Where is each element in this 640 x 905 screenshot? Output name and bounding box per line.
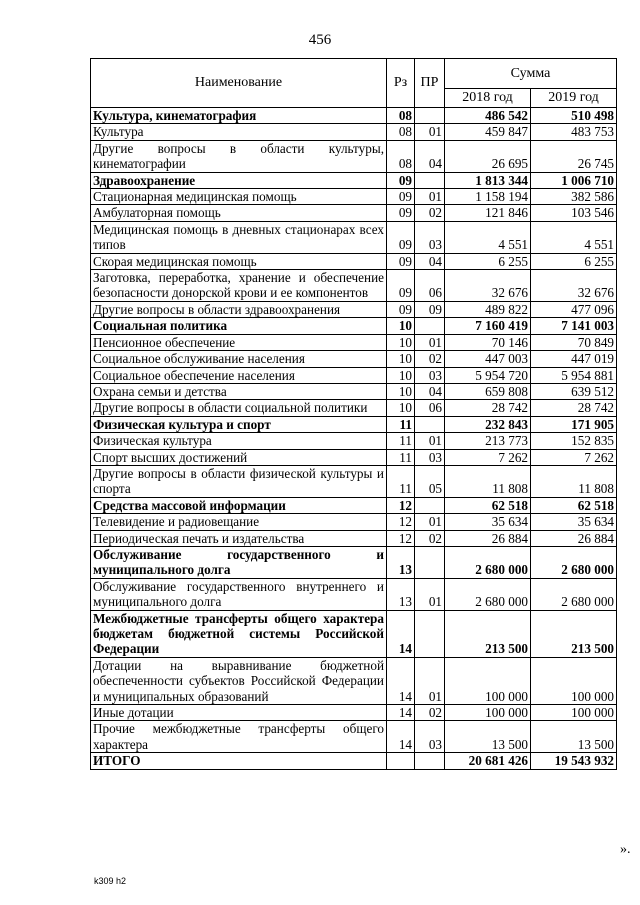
row-value-2019: 2 680 000 xyxy=(531,578,617,610)
row-name: Социальное обеспечение населения xyxy=(91,367,387,383)
row-name: Другие вопросы в области социальной политики xyxy=(91,400,387,416)
row-value-2018: 213 773 xyxy=(445,433,531,449)
row-rz: 11 xyxy=(387,465,415,497)
row-rz: 10 xyxy=(387,400,415,416)
row-pr: 04 xyxy=(415,140,445,172)
row-value-2018: 26 695 xyxy=(445,140,531,172)
row-name: Телевидение и радиовещание xyxy=(91,514,387,530)
row-value-2018: 26 884 xyxy=(445,530,531,546)
header-sum: Сумма xyxy=(445,59,617,89)
row-name: Спорт высших достижений xyxy=(91,449,387,465)
row-pr: 01 xyxy=(415,334,445,350)
row-name: Физическая культура xyxy=(91,433,387,449)
row-value-2018: 70 146 xyxy=(445,334,531,350)
row-rz: 10 xyxy=(387,334,415,350)
row-pr xyxy=(415,610,445,657)
row-rz: 12 xyxy=(387,530,415,546)
row-value-2018: 11 808 xyxy=(445,465,531,497)
table-row xyxy=(91,124,617,140)
table-row xyxy=(91,721,617,753)
table-row xyxy=(91,351,617,367)
row-value-2018: 121 846 xyxy=(445,205,531,221)
table-row xyxy=(91,140,617,172)
row-value-2019: 100 000 xyxy=(531,657,617,704)
row-name: Пенсионное обеспечение xyxy=(91,334,387,350)
row-rz: 08 xyxy=(387,140,415,172)
row-pr: 03 xyxy=(415,367,445,383)
row-pr: 06 xyxy=(415,400,445,416)
row-rz: 14 xyxy=(387,721,415,753)
table-row xyxy=(91,449,617,465)
header-name: Наименование xyxy=(91,59,387,108)
row-name: Скорая медицинская помощь xyxy=(91,253,387,269)
row-name: Социальная политика xyxy=(91,318,387,334)
row-name: Периодическая печать и издательства xyxy=(91,530,387,546)
row-rz: 13 xyxy=(387,578,415,610)
row-value-2018: 28 742 xyxy=(445,400,531,416)
row-value-2019: 100 000 xyxy=(531,705,617,721)
row-rz: 10 xyxy=(387,318,415,334)
row-value-2018: 100 000 xyxy=(445,657,531,704)
row-pr: 02 xyxy=(415,705,445,721)
table-row xyxy=(91,433,617,449)
row-value-2019: 152 835 xyxy=(531,433,617,449)
row-rz: 14 xyxy=(387,705,415,721)
table-row xyxy=(91,497,617,513)
row-pr xyxy=(415,318,445,334)
table-row xyxy=(91,514,617,530)
row-value-2018: 489 822 xyxy=(445,301,531,317)
row-value-2019: 6 255 xyxy=(531,253,617,269)
row-value-2019: 7 262 xyxy=(531,449,617,465)
row-value-2019: 26 884 xyxy=(531,530,617,546)
table-row xyxy=(91,301,617,317)
total-2018: 20 681 426 xyxy=(445,753,531,769)
table-row xyxy=(91,705,617,721)
row-value-2018: 35 634 xyxy=(445,514,531,530)
row-value-2018: 213 500 xyxy=(445,610,531,657)
row-value-2018: 459 847 xyxy=(445,124,531,140)
row-name: Средства массовой информации xyxy=(91,497,387,513)
row-value-2019: 103 546 xyxy=(531,205,617,221)
row-value-2019: 483 753 xyxy=(531,124,617,140)
page-number: 456 xyxy=(308,32,332,48)
table-row xyxy=(91,465,617,497)
row-name: Амбулаторная помощь xyxy=(91,205,387,221)
table-row xyxy=(91,530,617,546)
row-value-2018: 6 255 xyxy=(445,253,531,269)
row-name: Физическая культура и спорт xyxy=(91,416,387,432)
row-value-2019: 639 512 xyxy=(531,383,617,399)
row-pr xyxy=(415,108,445,124)
row-name: Другие вопросы в области физической культуры и спорта xyxy=(91,465,387,497)
table-row xyxy=(91,367,617,383)
row-value-2018: 1 813 344 xyxy=(445,172,531,188)
footer-code: k309 h2 xyxy=(94,876,127,886)
row-rz: 13 xyxy=(387,546,415,578)
table-row xyxy=(91,400,617,416)
row-pr: 01 xyxy=(415,657,445,704)
table-row xyxy=(91,610,617,657)
row-name: Иные дотации xyxy=(91,705,387,721)
row-pr: 06 xyxy=(415,270,445,302)
row-pr: 05 xyxy=(415,465,445,497)
row-value-2018: 5 954 720 xyxy=(445,367,531,383)
row-value-2019: 5 954 881 xyxy=(531,367,617,383)
row-value-2019: 7 141 003 xyxy=(531,318,617,334)
budget-table xyxy=(90,58,617,770)
row-rz: 12 xyxy=(387,497,415,513)
row-value-2019: 477 096 xyxy=(531,301,617,317)
row-value-2018: 232 843 xyxy=(445,416,531,432)
row-rz: 08 xyxy=(387,124,415,140)
table-row xyxy=(91,578,617,610)
table-body xyxy=(91,108,617,753)
row-pr xyxy=(415,546,445,578)
row-name: Охрана семьи и детства xyxy=(91,383,387,399)
row-pr: 01 xyxy=(415,189,445,205)
table-row xyxy=(91,205,617,221)
row-value-2018: 1 158 194 xyxy=(445,189,531,205)
row-pr: 02 xyxy=(415,530,445,546)
row-value-2019: 382 586 xyxy=(531,189,617,205)
row-name: Стационарная медицинская помощь xyxy=(91,189,387,205)
row-value-2019: 62 518 xyxy=(531,497,617,513)
row-value-2018: 100 000 xyxy=(445,705,531,721)
total-row xyxy=(91,753,617,769)
row-name: Культура xyxy=(91,124,387,140)
row-pr xyxy=(415,497,445,513)
row-pr: 02 xyxy=(415,351,445,367)
row-pr: 02 xyxy=(415,205,445,221)
row-value-2019: 32 676 xyxy=(531,270,617,302)
table-row xyxy=(91,221,617,253)
row-pr: 04 xyxy=(415,253,445,269)
row-pr: 03 xyxy=(415,221,445,253)
row-value-2019: 11 808 xyxy=(531,465,617,497)
row-name: Обслуживание государственного внутреннего и муниципального долга xyxy=(91,578,387,610)
row-name: Дотации на выравнивание бюджетной обеспеченности субъектов Российской Федерации и муниципальных образований xyxy=(91,657,387,704)
table-row xyxy=(91,416,617,432)
table-row xyxy=(91,189,617,205)
row-rz: 09 xyxy=(387,253,415,269)
row-value-2018: 62 518 xyxy=(445,497,531,513)
closing-quote: ». xyxy=(620,842,631,857)
row-pr: 03 xyxy=(415,721,445,753)
table-row xyxy=(91,108,617,124)
row-rz: 11 xyxy=(387,433,415,449)
row-rz: 09 xyxy=(387,221,415,253)
row-value-2018: 13 500 xyxy=(445,721,531,753)
row-value-2018: 447 003 xyxy=(445,351,531,367)
row-rz: 11 xyxy=(387,449,415,465)
row-value-2019: 1 006 710 xyxy=(531,172,617,188)
row-rz: 10 xyxy=(387,351,415,367)
row-pr: 03 xyxy=(415,449,445,465)
header-year-2018: 2018 год xyxy=(445,89,531,108)
row-pr: 01 xyxy=(415,514,445,530)
table-row xyxy=(91,334,617,350)
row-value-2019: 510 498 xyxy=(531,108,617,124)
row-value-2019: 13 500 xyxy=(531,721,617,753)
row-value-2019: 28 742 xyxy=(531,400,617,416)
row-name: Медицинская помощь в дневных стационарах всех типов xyxy=(91,221,387,253)
row-pr: 01 xyxy=(415,433,445,449)
row-pr: 04 xyxy=(415,383,445,399)
row-value-2019: 171 905 xyxy=(531,416,617,432)
row-name: Культура, кинематография xyxy=(91,108,387,124)
row-name: Другие вопросы в области культуры, кинематографии xyxy=(91,140,387,172)
row-pr xyxy=(415,172,445,188)
header-rz: Рз xyxy=(387,59,415,108)
row-rz: 11 xyxy=(387,416,415,432)
table-row xyxy=(91,172,617,188)
row-value-2019: 70 849 xyxy=(531,334,617,350)
row-value-2019: 4 551 xyxy=(531,221,617,253)
header-year-2019: 2019 год xyxy=(531,89,617,108)
row-pr: 01 xyxy=(415,124,445,140)
row-name: Прочие межбюджетные трансферты общего характера xyxy=(91,721,387,753)
table-row xyxy=(91,253,617,269)
row-rz: 14 xyxy=(387,610,415,657)
table-row xyxy=(91,657,617,704)
row-value-2018: 4 551 xyxy=(445,221,531,253)
row-rz: 10 xyxy=(387,383,415,399)
row-value-2018: 2 680 000 xyxy=(445,546,531,578)
row-value-2018: 659 808 xyxy=(445,383,531,399)
row-value-2019: 35 634 xyxy=(531,514,617,530)
row-name: Здравоохранение xyxy=(91,172,387,188)
row-rz: 08 xyxy=(387,108,415,124)
row-rz: 12 xyxy=(387,514,415,530)
total-2019: 19 543 932 xyxy=(531,753,617,769)
row-rz: 10 xyxy=(387,367,415,383)
row-value-2018: 32 676 xyxy=(445,270,531,302)
row-name: Социальное обслуживание населения xyxy=(91,351,387,367)
row-pr: 01 xyxy=(415,578,445,610)
table-row xyxy=(91,270,617,302)
table-row xyxy=(91,318,617,334)
row-value-2018: 2 680 000 xyxy=(445,578,531,610)
row-name: Заготовка, переработка, хранение и обеспечение безопасности донорской крови и ее компонентов xyxy=(91,270,387,302)
total-label: ИТОГО xyxy=(91,753,387,769)
row-rz: 09 xyxy=(387,189,415,205)
row-name: Обслуживание государственного и муниципального долга xyxy=(91,546,387,578)
row-rz: 14 xyxy=(387,657,415,704)
row-name: Межбюджетные трансферты общего характера бюджетам бюджетной системы Российской Федерации xyxy=(91,610,387,657)
row-rz: 09 xyxy=(387,172,415,188)
row-value-2018: 7 262 xyxy=(445,449,531,465)
row-value-2019: 2 680 000 xyxy=(531,546,617,578)
row-value-2018: 486 542 xyxy=(445,108,531,124)
row-rz: 09 xyxy=(387,301,415,317)
row-value-2019: 213 500 xyxy=(531,610,617,657)
row-value-2019: 26 745 xyxy=(531,140,617,172)
row-rz: 09 xyxy=(387,270,415,302)
row-pr xyxy=(415,416,445,432)
row-value-2018: 7 160 419 xyxy=(445,318,531,334)
row-pr: 09 xyxy=(415,301,445,317)
row-name: Другие вопросы в области здравоохранения xyxy=(91,301,387,317)
table-row xyxy=(91,546,617,578)
header-pr: ПР xyxy=(415,59,445,108)
table-row xyxy=(91,383,617,399)
row-value-2019: 447 019 xyxy=(531,351,617,367)
row-rz: 09 xyxy=(387,205,415,221)
